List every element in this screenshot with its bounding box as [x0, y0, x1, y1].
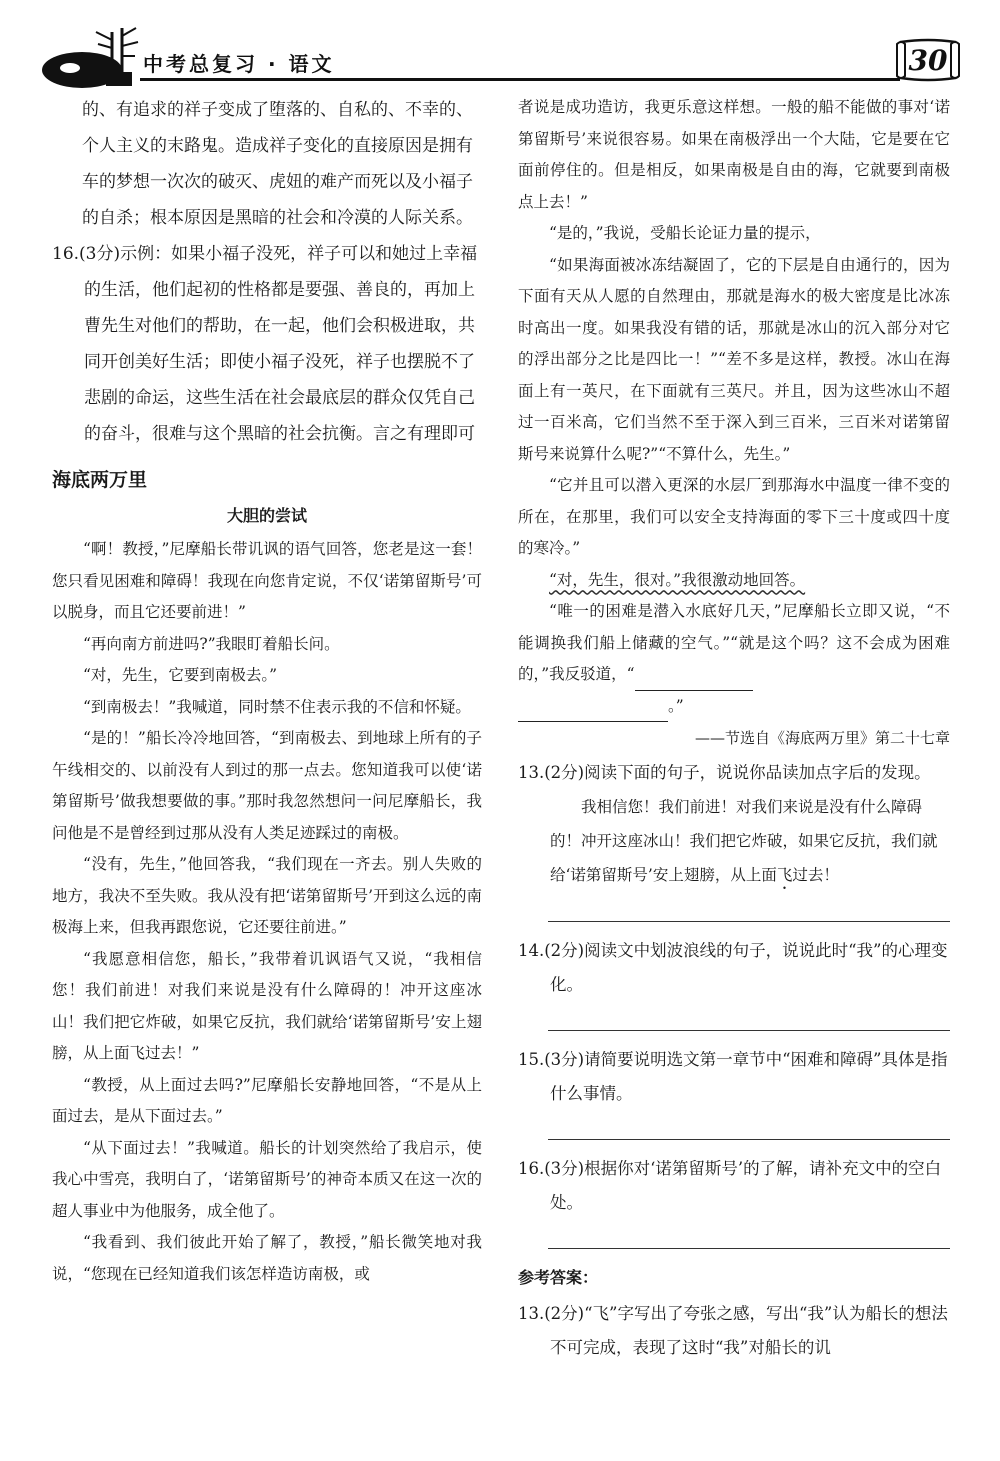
- answer-16-text: (3分)示例：如果小福子没死，祥子可以和她过上幸福的生活，他们起初的性格都是要强、善良的，再加上曹先生对他们的帮助，在一起，他们会积极进取，共同开创美好生活；即使小福子没死，祥子也摆脱不了悲剧的命运，这些生活在社会最底层的群众仅凭自己的奋斗，很难与这个黑暗的社会抗衡。言之有理即可: [79, 244, 478, 444]
- right-column: [518, 92, 950, 1365]
- answer-line[interactable]: [548, 1030, 950, 1031]
- reference-answers-title: 参考答案：: [518, 1268, 599, 1287]
- paragraph: “到南极去！”我喊道，同时禁不住表示我的不信和怀疑。: [83, 697, 471, 716]
- fill-in-blank: [518, 703, 668, 722]
- header-rule: [140, 78, 900, 81]
- source-citation: ——节选自《海底两万里》第二十七章: [694, 729, 950, 747]
- page-number: 30: [908, 44, 948, 77]
- question-13-quote: [518, 790, 950, 893]
- paragraph: “对，先生，它要到南极去。”: [83, 666, 278, 684]
- paragraph: “是的！”船长冷冷地回答，“到南极去、到地球上所有的子午线相交的、以前没有人到过的那一点去。您知道我可以使‘诺第留斯号’做我想要做的事。”那时我忽然想问一问尼摩船长，我问他是不是曾经到过那从没有人类足迹踩过的南极。: [52, 729, 482, 842]
- answer-line[interactable]: [548, 1248, 950, 1249]
- question-15: 15.(3分)请简要说明选文第一章节中“困难和障碍”具体是指什么事情。: [518, 1050, 948, 1103]
- paragraph: “啊！教授，”尼摩船长带讥讽的语气回答，您老是这一套！您只看见困难和障碍！我现在向您肯定说，不仅‘诺第留斯号’可以脱身，而且它还要前进！”: [52, 540, 482, 621]
- header-title: 中考总复习 · 语文: [143, 52, 335, 76]
- dotted-character: 飞: [776, 866, 793, 884]
- paragraph: “从下面过去！”我喊道。船长的计划突然给了我启示，使我心中雪亮，我明白了，‘诺第留斯号’的神奇本质又在这一次的超人事业中为他服务，成全他了。: [52, 1138, 482, 1220]
- quote-text: 我相信您！我们前进！对我们来说是没有什么障碍的！冲开这座冰山！我们把它炸破，如果它反抗，我们就给‘诺第留斯号’安上翅膀，从上面: [550, 798, 938, 884]
- paragraph-wavy: [518, 565, 950, 597]
- page-header: [0, 0, 1000, 95]
- reference-answer-13: 13.(2分)“飞”字写出了夸张之感，写出“我”认为船长的想法不可完成，表现了这时“我”对船长的讥: [518, 1304, 948, 1357]
- bamboo-logo-icon: [40, 22, 140, 92]
- answer-15-continued: 的、有追求的祥子变成了堕落的、自私的、不幸的、个人主义的末路鬼。造成祥子变化的直接原因是拥有车的梦想一次次的破灭、虎妞的难产而死以及小福子的自杀；根本原因是黑暗的社会和冷漠的人际关系。: [82, 100, 473, 228]
- paragraph-end: 。”: [668, 696, 684, 715]
- question-16: 16.(3分)根据你对‘诺第留斯号’的了解，请补充文中的空白处。: [518, 1159, 942, 1212]
- paragraph: “教授，从上面过去吗?”尼摩船长安静地回答，“不是从上面过去，是从下面过去。”: [52, 1075, 482, 1125]
- answer-line[interactable]: [548, 1139, 950, 1140]
- answer-16-number: 16.: [52, 244, 80, 264]
- question-13: 13.(2分)阅读下面的句子，说说你品读加点字后的发现。: [518, 763, 931, 782]
- paragraph-with-blank: [518, 596, 950, 722]
- paragraph: 者说是成功造访，我更乐意这样想。一般的船不能做的事对‘诺第留斯号’来说很容易。如果在南极浮出一个大陆，它是要在它面前停住的。但是相反，如果南极是自由的海，它就要到南极点上去！”: [518, 98, 950, 211]
- section-title: 海底两万里: [52, 469, 148, 491]
- wavy-underlined-sentence: “对，先生，很对。”我很激动地回答。: [549, 570, 806, 589]
- paragraph: “我愿意相信您，船长，”我带着讥讽语气又说，“我相信您！我们前进！对我们来说是没有什么障碍的！冲开这座冰山！我们把它炸破，如果它反抗，我们就给‘诺第留斯号’安上翅膀，从上面飞过去！”: [52, 949, 482, 1062]
- left-column: [52, 92, 482, 1290]
- paragraph: “如果海面被冰冻结凝固了，它的下层是自由通行的，因为下面有天从人愿的自然理由，那就是海水的极大密度是比冰冻时高出一度。如果我没有错的话，那就是冰山的沉入部分对它的浮出部分之比是四比一！”“差不多是这样，教授。冰山在海面上有一英尺，在下面就有三英尺。并且，因为这些冰山不超过一百米高，它们当然不至于深入到三百米，三百米对诺第留斯号来说算什么呢?”“不算什么，先生。”: [518, 255, 950, 463]
- paragraph-text: “唯一的困难是潜入水底好几天，”尼摩船长立即又说，“不能调换我们船上储藏的空气。”“就是这个吗？这不会成为困难的，”我反驳道，“: [518, 602, 950, 683]
- quote-text-end: 过去！: [792, 866, 839, 884]
- paragraph: “没有，先生，”他回答我，“我们现在一齐去。别人失败的地方，我决不至失败。我从没有把‘诺第留斯号’开到这么远的南极海上来，但我再跟您说，它还要往前进。”: [52, 855, 482, 936]
- paragraph: “是的，”我说，受船长论证力量的提示，: [549, 224, 821, 242]
- paragraph: “再向南方前进吗?”我眼盯着船长问。: [83, 634, 340, 653]
- article-title: 大胆的尝试: [226, 506, 307, 525]
- fill-in-blank: [635, 672, 753, 691]
- question-14: 14.(2分)阅读文中划波浪线的句子，说说此时“我”的心理变化。: [518, 941, 948, 994]
- answer-16: [52, 236, 482, 452]
- paragraph: “它并且可以潜入更深的水层厂到那海水中温度一律不变的所在，在那里，我们可以安全支持海面的零下三十度或四十度的寒冷。”: [518, 476, 950, 557]
- answer-line[interactable]: [548, 921, 950, 922]
- paragraph: “我看到、我们彼此开始了解了，教授，”船长微笑地对我说，“您现在已经知道我们该怎样造访南极，或: [52, 1233, 482, 1283]
